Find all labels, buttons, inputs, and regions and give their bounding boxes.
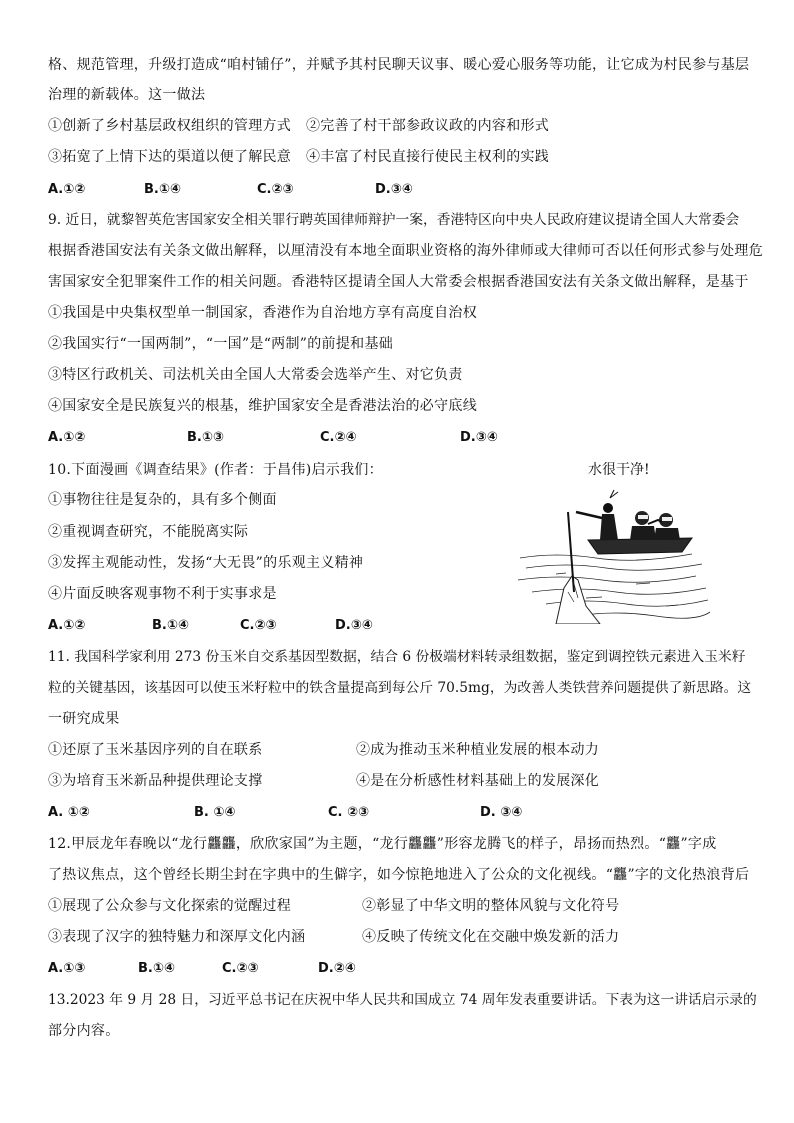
q8-stem-line-2: 治理的新载体。这一做法: [48, 87, 206, 103]
q10-option-a: A.①②: [48, 618, 86, 633]
cartoon-boat-illustration: [516, 488, 712, 624]
q8-option-b: B.①④: [144, 182, 181, 197]
q8-option-d: D.③④: [375, 182, 413, 197]
q10-statement-1: ①事物往往是复杂的，具有多个侧面: [48, 492, 277, 508]
q8-statement-2: ②完善了村干部参政议政的内容和形式: [306, 118, 550, 134]
q9-option-d: D.③④: [460, 430, 498, 445]
q12-option-d: D.②④: [318, 961, 356, 976]
q9-stem-line-3: 害国家安全犯罪案件工作的相关问题。香港特区提请全国人大常委会根据香港国安法有关条文做出解释，是基于: [48, 274, 749, 290]
q10-option-b: B.①④: [152, 618, 189, 633]
q9-statement-3: ③特区行政机关、司法机关由全国人大常委会选举产生、对它负责: [48, 367, 463, 383]
q10-stem: 10.下面漫画《调查结果》(作者：于昌伟)启示我们：: [48, 462, 383, 478]
q10-statement-2: ②重视调查研究，不能脱离实际: [48, 524, 249, 540]
cartoon-caption: 水很干净!: [588, 462, 650, 478]
q11-stem-line-3: 一研究成果: [48, 711, 120, 727]
q11-statement-4: ④是在分析感性材料基础上的发展深化: [356, 773, 600, 789]
q8-statement-1: ①创新了乡村基层政权组织的管理方式: [48, 118, 292, 134]
q11-stem-line-2: 粒的关键基因，该基因可以使玉米籽粒中的铁含量提高到每公斤 70.5mg，为改善人类铁营养问题提供了新思路。这: [48, 680, 752, 696]
q13-stem-line-2: 部分内容。: [48, 1023, 120, 1039]
q11-option-b: B. ①④: [194, 805, 236, 820]
q8-option-c: C.②③: [257, 182, 294, 197]
q9-stem-line-2: 根据香港国安法有关条文做出解释，以厘清没有本地全面职业资格的海外律师或大律师可否以任何形式参与处理危: [48, 243, 763, 259]
q8-option-a: A.①②: [48, 182, 86, 197]
q11-option-c: C. ②③: [328, 805, 370, 820]
q10-option-c: C.②③: [240, 618, 277, 633]
q8-stem-line-1: 格、规范管理，升级打造成“咱村铺仔”，并赋予其村民聊天议事、暖心爱心服务等功能，让它成为村民参与基层: [48, 57, 750, 73]
q9-statement-2: ②我国实行“一国两制”，“一国”是“两制”的前提和基础: [48, 336, 394, 352]
q8-statement-4: ④丰富了村民直接行使民主权利的实践: [306, 149, 550, 165]
q12-statement-1: ①展现了公众参与文化探索的觉醒过程: [48, 898, 292, 914]
q9-option-a: A.①②: [48, 430, 86, 445]
q10-statement-4: ④片面反映客观事物不利于实事求是: [48, 586, 277, 602]
q11-statement-2: ②成为推动玉米种植业发展的根本动力: [356, 742, 600, 758]
q12-statement-3: ③表现了汉字的独特魅力和深厚文化内涵: [48, 929, 306, 945]
q12-option-a: A.①③: [48, 961, 86, 976]
q11-option-a: A. ①②: [48, 805, 90, 820]
q10-option-d: D.③④: [335, 618, 373, 633]
q9-statement-1: ①我国是中央集权型单一制国家，香港作为自治地方享有高度自治权: [48, 305, 477, 321]
q11-stem-line-1: 11. 我国科学家利用 273 份玉米自交系基因型数据，结合 6 份极端材料转录组数据，鉴定到调控铁元素进入玉米籽: [48, 649, 746, 665]
q8-statement-3: ③拓宽了上情下达的渠道以便了解民意: [48, 149, 292, 165]
q12-option-b: B.①④: [138, 961, 175, 976]
q12-stem-line-1: 12.甲辰龙年春晚以“龙行龘龘，欣欣家国”为主题，“龙行龘龘”形容龙腾飞的样子，昂扬而热烈。“龘”字成: [48, 836, 717, 852]
q9-statement-4: ④国家安全是民族复兴的根基，维护国家安全是香港法治的必守底线: [48, 398, 477, 414]
q11-statement-1: ①还原了玉米基因序列的自在联系: [48, 742, 263, 758]
q9-stem-line-1: 9. 近日，就黎智英危害国家安全相关罪行聘英国律师辩护一案，香港特区向中央人民政府建议提请全国人大常委会: [48, 212, 740, 228]
q12-statement-2: ②彰显了中华文明的整体风貌与文化符号: [362, 898, 620, 914]
q11-option-d: D. ③④: [480, 805, 523, 820]
q10-statement-3: ③发挥主观能动性，发扬“大无畏”的乐观主义精神: [48, 555, 364, 571]
q12-option-c: C.②③: [222, 961, 259, 976]
q13-stem-line-1: 13.2023 年 9 月 28 日，习近平总书记在庆祝中华人民共和国成立 74 周年发表重要讲话。下表为这一讲话启示录的: [48, 992, 757, 1008]
q12-statement-4: ④反映了传统文化在交融中焕发新的活力: [362, 929, 620, 945]
q12-stem-line-2: 了热议焦点，这个曾经长期尘封在字典中的生僻字，如今惊艳地进入了公众的文化视线。“龘”字的文化热浪背后: [48, 867, 750, 883]
q9-option-b: B.①③: [187, 430, 224, 445]
q9-option-c: C.②④: [320, 430, 357, 445]
q11-statement-3: ③为培育玉米新品种提供理论支撑: [48, 773, 263, 789]
